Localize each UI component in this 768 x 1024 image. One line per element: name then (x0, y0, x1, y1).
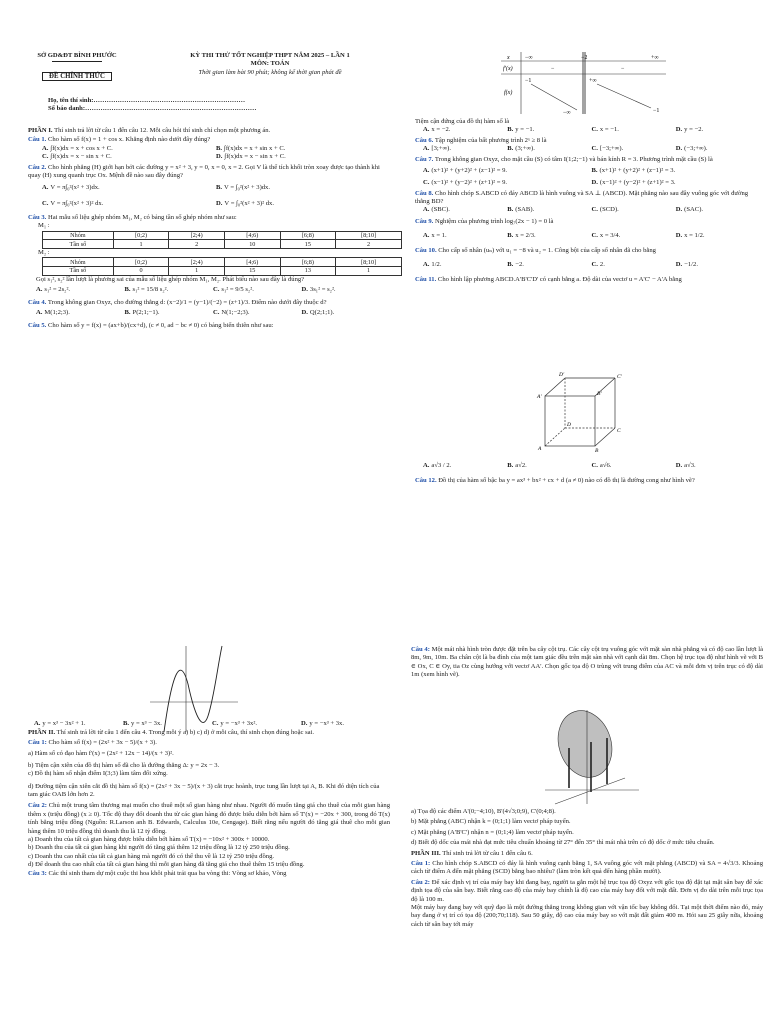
q2-options-2 (28, 200, 390, 209)
part3-heading: PHẦN III. (411, 849, 441, 857)
q6-text: Tập nghiệm của bất phương trình 2ˣ ≥ 8 là (434, 137, 547, 144)
q7-options-2 (415, 179, 760, 188)
q2-label: Câu 2. (28, 164, 47, 171)
p2-c1-text: Cho hàm số f(x) = (2x² + 3x − 5)/(x + 3). (48, 739, 157, 746)
q10-text: Cho cấp số nhân (uₙ) với u₁ = −8 và u₂ = 1. Công bội của cấp số nhân đã cho bằng (438, 247, 656, 254)
q9-option-a[interactable]: A. x = 1. (423, 232, 447, 240)
p2-c4-b[interactable]: b) Mặt phẳng (ABC) nhận k = (0;1;1) làm vectơ pháp tuyến. (411, 818, 571, 826)
part2-c4 (411, 646, 763, 680)
q1-option-b[interactable]: B. ∫f(x)dx = x + sin x + C. (216, 144, 286, 152)
p2-c2-c[interactable]: c) Doanh thu cao nhất của tất cả gian hàng mà người đó có thể thu về là 12 tỷ 250 triệu đồng. (28, 852, 275, 860)
id-field: Số báo danh:…………………………………………………………………… (48, 105, 257, 113)
m2-label: M₂ : (38, 249, 50, 256)
q7-label: Câu 7. (415, 156, 434, 163)
q1-options (28, 145, 390, 154)
cube-label-c: C (617, 428, 621, 434)
p2-c4-a[interactable]: a) Tọa độ các điểm A'(0;−4;10), B'(4√3;0;9), C'(0;4;8). (411, 808, 556, 815)
page-2 (405, 0, 768, 620)
p2-c3-label: Câu 3: (28, 869, 47, 877)
subject: MÔN: TOÁN (250, 60, 290, 68)
p2-c4-text: Một mái nhà hình tròn được đặt trên ba cây cột trụ. Các cây cột trụ vuông góc với mặt sàn nhà phẳng và có độ cao lần lượt là 8m, 9m, 10m. Ba chân cột là ba đỉnh của một tam giác đều trên mặt sàn nhà với cạnh dài 8m. Chọn hệ trục tọa độ như hình vẽ với B ∈ Ox, C ∈ Oy, tia Oz cùng hướng với vectơ AA'. Chọn gốc tọa độ O trùng với trung điểm của AC và mỗi đơn vị trên trục có độ dài 1m (xem hình vẽ). (411, 646, 763, 679)
fp-label: f'(x) (503, 66, 513, 72)
q10-option-d[interactable]: D. −1/2. (675, 261, 698, 269)
p2-c2-text: Chủ một trung tâm thương mại muốn cho thuê một số gian hàng như nhau. Người đó muốn tăng giá cho thuê của mỗi gian hàng thêm x (triệu đồng) (x ≥ 0). Tốc độ thay đổi doanh thu từ các gian hàng đó được biểu diễn bởi hàm số T'(x) = −20x + 300, trong đó T(x) tính bằng triệu đồng (Nguồn: R.Larson anh B. Edwards, Calculus 10e, Cengage). Biết rằng nếu người đó tăng giá thuê cho mỗi gian hàng thêm 10 triệu đồng thì doanh thu là 12 tỷ đồng. (28, 802, 390, 835)
q8-option-d[interactable]: D. (SAC). (675, 206, 704, 214)
q12-label: Câu 12. (415, 476, 437, 484)
q11-options (415, 462, 760, 471)
p2-c1-b[interactable]: b) Tiệm cận xiên của đồ thị hàm số đã cho là đường thẳng Δ: y = 2x − 3. (28, 761, 220, 769)
q9-options (415, 232, 760, 241)
q1-option-a[interactable]: A. ∫f(x)dx = x + cos x + C. (42, 144, 113, 152)
q3-option-a[interactable]: A. s₁² = 2s₂². (36, 286, 71, 293)
q2-option-c[interactable]: C. V = π∫₀²(x² + 3)² dx. (42, 200, 104, 208)
q6-option-a[interactable]: A. [3;+∞). (423, 145, 452, 153)
cube-label-b: B (595, 448, 599, 453)
q12-text: Đồ thị của hàm số bậc ba y = ax³ + bx² + cx + d (a ≠ 0) nào có đồ thị là đường cong như hình vẽ? (438, 476, 695, 484)
q12-option-b[interactable]: B. y = x³ − 3x. (123, 720, 162, 727)
p3-c2-label: Câu 2: (411, 878, 430, 886)
q3-label: Câu 3. (28, 214, 47, 221)
cube-label-d1: D' (559, 372, 565, 378)
part1-instructions: Thí sinh trả lời từ câu 1 đến câu 12. Mỗi câu hỏi thí sinh chỉ chọn một phương án. (54, 127, 271, 134)
p2-c2-b[interactable]: b) Doanh thu của tất cả gian hàng khi người đó tăng giá thêm 12 triệu đồng là 12 tỷ 250 triệu đồng. (28, 844, 290, 852)
q8-label: Câu 8. (415, 189, 434, 197)
q7-option-b[interactable]: B. (x+1)² + (y+2)² + (z−1)² = 3. (591, 167, 676, 175)
part1-column2 (415, 118, 760, 284)
name-field: Họ, tên thí sinh:…………………………………………………………… (48, 97, 246, 104)
q11-label: Câu 11. (415, 276, 437, 283)
department-name: SỞ GD&ĐT BÌNH PHƯỚC (37, 52, 117, 59)
q6-options (415, 145, 760, 154)
q4-option-d[interactable]: D. Q(2;1;1). (301, 309, 335, 316)
q8-text: Cho hình chóp S.ABCD có đáy ABCD là hình vuông và SA ⊥ (ABCD). Mặt phẳng nào sau đây vuông góc với đường thẳng BD? (415, 189, 749, 205)
part1-heading: PHẦN I. (28, 127, 53, 134)
q6-label: Câu 6. (415, 137, 434, 144)
q11-text: Cho hình lập phương ABCD.A'B'C'D' có cạnh bằng a. Độ dài của vectơ u = A'C' − A'A bằng (437, 276, 682, 283)
roof-figure (535, 708, 645, 808)
cube-label-b1: B' (597, 391, 602, 397)
q3-option-b[interactable]: B. s₁² = 15/8 s₂². (124, 286, 169, 293)
p2-c1-label: Câu 1: (28, 739, 47, 746)
q2-options (28, 184, 390, 193)
q7-option-d[interactable]: D. (x−1)² + (y−2)² + (z+1)² = 3. (591, 179, 676, 186)
p2-c2-d[interactable]: d) Để doanh thu cao nhất của tất cả gian hàng thì mỗi gian hàng đã tăng giá cho thuê thêm 15 triệu đồng. (28, 861, 305, 869)
q8-option-b[interactable]: B. (SAB). (507, 206, 535, 214)
q9-option-c[interactable]: C. x = 3/4. (591, 232, 621, 240)
q1-option-c[interactable]: C. ∫f(x)dx = x − sin x + C. (42, 153, 112, 161)
q5-options (415, 126, 760, 135)
pole-x: −2 (581, 55, 588, 61)
q3-text2: Gọi s₁², s₂² lần lượt là phương sai của mẫu số liệu ghép nhóm M₁, M₂. Phát biểu nào sau đây là đúng? (36, 275, 305, 283)
q9-option-d[interactable]: D. x = 1/2. (675, 232, 705, 240)
q9-option-b[interactable]: B. x = 2/3. (507, 232, 536, 240)
q12-option-a[interactable]: A. y = x³ − 3x² + 1. (34, 720, 86, 727)
p2-c4-d[interactable]: d) Biết độ dốc của mái nhà đạt mức tiêu chuẩn khoảng từ 27° đến 35° thì mái nhà trên có độ dốc ở mức tiêu chuẩn. (411, 839, 715, 847)
q7-option-c[interactable]: C. (x−1)² + (y−2)² + (z+1)² = 9. (423, 179, 508, 186)
part1-column1 (28, 127, 390, 330)
q7-option-a[interactable]: A. (x+1)² + (y+2)² + (z−1)² = 9. (423, 167, 508, 175)
q10-label: Câu 10. (415, 247, 437, 254)
q5-option-b[interactable]: B. y = −1. (507, 126, 535, 134)
m1-frequency-table (42, 231, 402, 249)
table-row: Nhóm [0;2) [2;4) [4;6) [6;8) [8;10] (43, 231, 402, 240)
p2-c3-text: Các thí sinh tham dự một cuộc thi hoa khôi phải trải qua ba vòng thi: Vòng sơ khảo, Vòng (48, 869, 287, 877)
q8-option-c[interactable]: C. (SCD). (591, 206, 619, 214)
p2-c2-label: Câu 2: (28, 802, 47, 810)
cube-label-c1: C' (617, 374, 622, 380)
q5-label: Câu 5. (28, 321, 47, 329)
q5-option-a[interactable]: A. x = −2. (423, 126, 451, 134)
q9-label: Câu 9. (415, 218, 434, 225)
part2-heading: PHẦN II. (28, 728, 56, 736)
q4-option-b[interactable]: B. P(2;1;−1). (124, 309, 160, 316)
q10-option-a[interactable]: A. 1/2. (423, 261, 442, 269)
page-4 (405, 622, 768, 1024)
part1-q11-q12 (415, 462, 760, 485)
sign-left: − (551, 66, 555, 72)
p3-c2-text2: Một máy bay đang bay với quỹ đạo là một đường thẳng trong không gian với vận tốc bay không đổi. Tại một thời điểm nào đó, máy bay đang ở vị trí có tọa độ (200;70;118). Sau 50 giây, độ cao của máy bay so với mặt đất giảm 400 m. Hỏi sau 25 giây nữa, khoảng cách từ sân bay tới máy (411, 904, 763, 928)
q5-option-d[interactable]: D. y = −2. (675, 126, 704, 134)
q3-text: Hai mẫu số liệu ghép nhóm M₁, M₂ có bảng tần số ghép nhóm như sau: (47, 214, 237, 221)
q6-option-c[interactable]: C. [−3;+∞). (591, 145, 624, 153)
p3-c1-text: Cho hình chóp S.ABCD có đáy là hình vuông cạnh bằng 1, SA vuông góc với mặt phẳng (ABCD) và SA = 4√3/3. Khoảng cách từ điểm A đến mặt phẳng (SCD) bằng bao nhiêu? (làm tròn kết quả đến hàng phần mười). (411, 860, 763, 876)
q12-options (28, 720, 390, 729)
q2-option-b[interactable]: B. V = ∫₀²(x² + 3)dx. (216, 183, 271, 191)
official-badge: ĐỀ CHÍNH THỨC (42, 72, 112, 81)
part1-q12-options (28, 720, 390, 878)
table-row: Tần số 1 2 10 15 2 (43, 240, 402, 249)
q11-option-a[interactable]: A. a√3 / 2. (423, 462, 452, 469)
q2-option-d[interactable]: D. V = ∫₀²(x² + 3)² dx. (216, 200, 275, 208)
q8-option-a[interactable]: A. (SBC). (423, 206, 450, 214)
cube-label-a1: A' (537, 394, 542, 400)
q11-option-d[interactable]: D. a√3. (675, 462, 696, 469)
q11-option-c[interactable]: C. a√6. (591, 462, 612, 469)
variation-table (501, 52, 671, 116)
time-note: Thời gian làm bài 90 phút; không kể thời gian phát đề (198, 68, 342, 76)
q10-options (415, 261, 760, 270)
f-label: f(x) (504, 90, 513, 96)
m1-label: M₁ : (38, 222, 50, 230)
q1-options-2 (28, 153, 390, 162)
q12-option-c[interactable]: C. y = −x³ + 3x². (212, 720, 257, 727)
q1-option-d[interactable]: D. ∫f(x)dx = x − sin x + C. (216, 153, 286, 161)
p2-c1-a[interactable]: a) Hàm số có đạo hàm f'(x) = (2x² + 12x − 14)/(x + 3)². (28, 750, 174, 758)
q2-text: Cho hình phẳng (H) giới hạn bởi các đường y = x² + 3, y = 0, x = 0, x = 2. Gọi V là thể tích khối tròn xoay được tạo thành khi quay (H) xung quanh trục Ox. Mệnh đề nào sau đây đúng? (28, 164, 380, 180)
q1-label: Câu 1. (28, 136, 47, 144)
cube-figure (535, 368, 630, 453)
q4-option-a[interactable]: A. M(1;2;3). (36, 309, 70, 316)
q4-option-c[interactable]: C. N(1;−2;3). (213, 309, 250, 316)
q3-option-d[interactable]: D. 3s₁² = s₂². (301, 286, 336, 293)
f-left-bottom: −∞ (563, 110, 571, 116)
q3-option-c[interactable]: C. s₁² = 9/5 s₂². (213, 286, 254, 293)
q8-options (415, 206, 760, 215)
f-right-bottom: −1 (653, 108, 660, 114)
q9-text: Nghiệm của phương trình log₇(2x − 1) = 0 là (434, 218, 554, 225)
cube-label-d: D (567, 422, 571, 428)
q6-option-d[interactable]: D. (−3;+∞). (675, 145, 708, 153)
q5-text: Cho hàm số y = f(x) = (ax+b)/(cx+d), (c ≠ 0, ad − bc ≠ 0) có bảng biến thiên như sau: (47, 321, 274, 329)
q6-option-b[interactable]: B. (3;+∞). (507, 145, 535, 153)
m2-frequency-table (42, 257, 402, 275)
table-row: Nhóm [0;2) [2;4) [4;6) [6;8) [8;10] (43, 258, 402, 267)
q7-text: Trong không gian Oxyz, cho mặt cầu (S) có tâm I(1;2;−1) và bán kính R = 3. Phương trình mặt cầu (S) là (434, 156, 713, 163)
f-left-top: −1 (525, 78, 532, 84)
candidate-info (48, 97, 348, 114)
p3-c2-text: Để xác định vị trí của máy bay khi đang bay, người ta gắn một hệ trục tọa độ Oxyz với gốc tọa độ đặt tại mặt sân bay để xác định tọa độ của sân bay. Biết rằng cao độ của máy bay chính là độ cao của máy bay đối với mặt đất. Đơn vị đo dài trên mỗi trục tọa độ là 100 m. (411, 878, 763, 903)
q5-end-text: Tiệm cận đứng của đồ thị hàm số là (415, 118, 510, 125)
sign-right: − (621, 66, 625, 72)
page-1 (0, 0, 402, 620)
p2-c4-c[interactable]: c) Mặt phẳng (A'B'C') nhận n = (0;1;4) làm vectơ pháp tuyến. (411, 828, 574, 836)
p2-c2-a[interactable]: a) Doanh thu của tất cả gian hàng được biểu diễn bởi hàm số T(x) = −10x² + 300x + 10000. (28, 836, 270, 844)
p2-c4-label: Câu 4: (411, 646, 430, 653)
q1-text: Cho hàm số f(x) = 1 + cos x. Khẳng định nào dưới đây đúng? (47, 136, 211, 144)
q4-label: Câu 4. (28, 298, 47, 306)
q7-options (415, 167, 760, 176)
p2-c1-c[interactable]: c) Đồ thị hàm số nhận điểm I(3;3) làm tâm đối xứng. (28, 770, 168, 778)
header-right (150, 52, 390, 77)
q10-option-c[interactable]: C. 2. (591, 261, 605, 269)
q4-text: Trong không gian Oxyz, cho đường thẳng d: (x−2)/1 = (y−1)/(−2) = (z+1)/3. Điểm nào dưới đây thuộc d? (47, 298, 327, 306)
p3-c1-label: Câu 1: (411, 860, 431, 868)
p2-c1-d[interactable]: d) Đường tiệm cận xiên cắt đồ thị hàm số f(x) = (2x² + 3x − 5)/(x + 3) cắt trục hoành, trục tung lần lượt tại A, B. Khi đó diện tích của tam giác OAB lớn hơn 2. (28, 782, 380, 799)
part2-c4-items (411, 808, 763, 929)
f-right-top: +∞ (589, 78, 597, 84)
q3-options (28, 286, 390, 295)
cube-label-a: A (538, 446, 542, 452)
q5-option-c[interactable]: C. x = −1. (591, 126, 619, 134)
q4-options (28, 309, 390, 318)
exam-title: KỲ THI THỬ TỐT NGHIỆP THPT NĂM 2025 – LẦN 1 (190, 52, 350, 59)
q2-option-a[interactable]: A. V = π∫₀²(x² + 3)dx. (42, 183, 100, 191)
part3-instructions: Thí sinh trả lời từ câu 1 đến câu 6. (442, 849, 533, 857)
q11-option-b[interactable]: B. a√2. (507, 462, 527, 469)
part2-instructions: Thí sinh trả lời từ câu 1 đến câu 4. Trong mỗi ý a) b) c) d) ở mỗi câu, thí sinh chọn đúng hoặc sai. (56, 728, 315, 736)
q10-option-b[interactable]: B. −2. (507, 261, 524, 269)
x-label: x (507, 55, 510, 61)
q12-option-d[interactable]: D. y = −x³ + 3x. (301, 720, 344, 727)
neg-inf: −∞ (525, 55, 533, 61)
page-3 (0, 622, 402, 1024)
divider (52, 61, 102, 62)
table-row: Tần số 0 1 15 13 1 (43, 267, 402, 276)
pos-inf: +∞ (651, 55, 659, 61)
header-left (22, 52, 132, 83)
